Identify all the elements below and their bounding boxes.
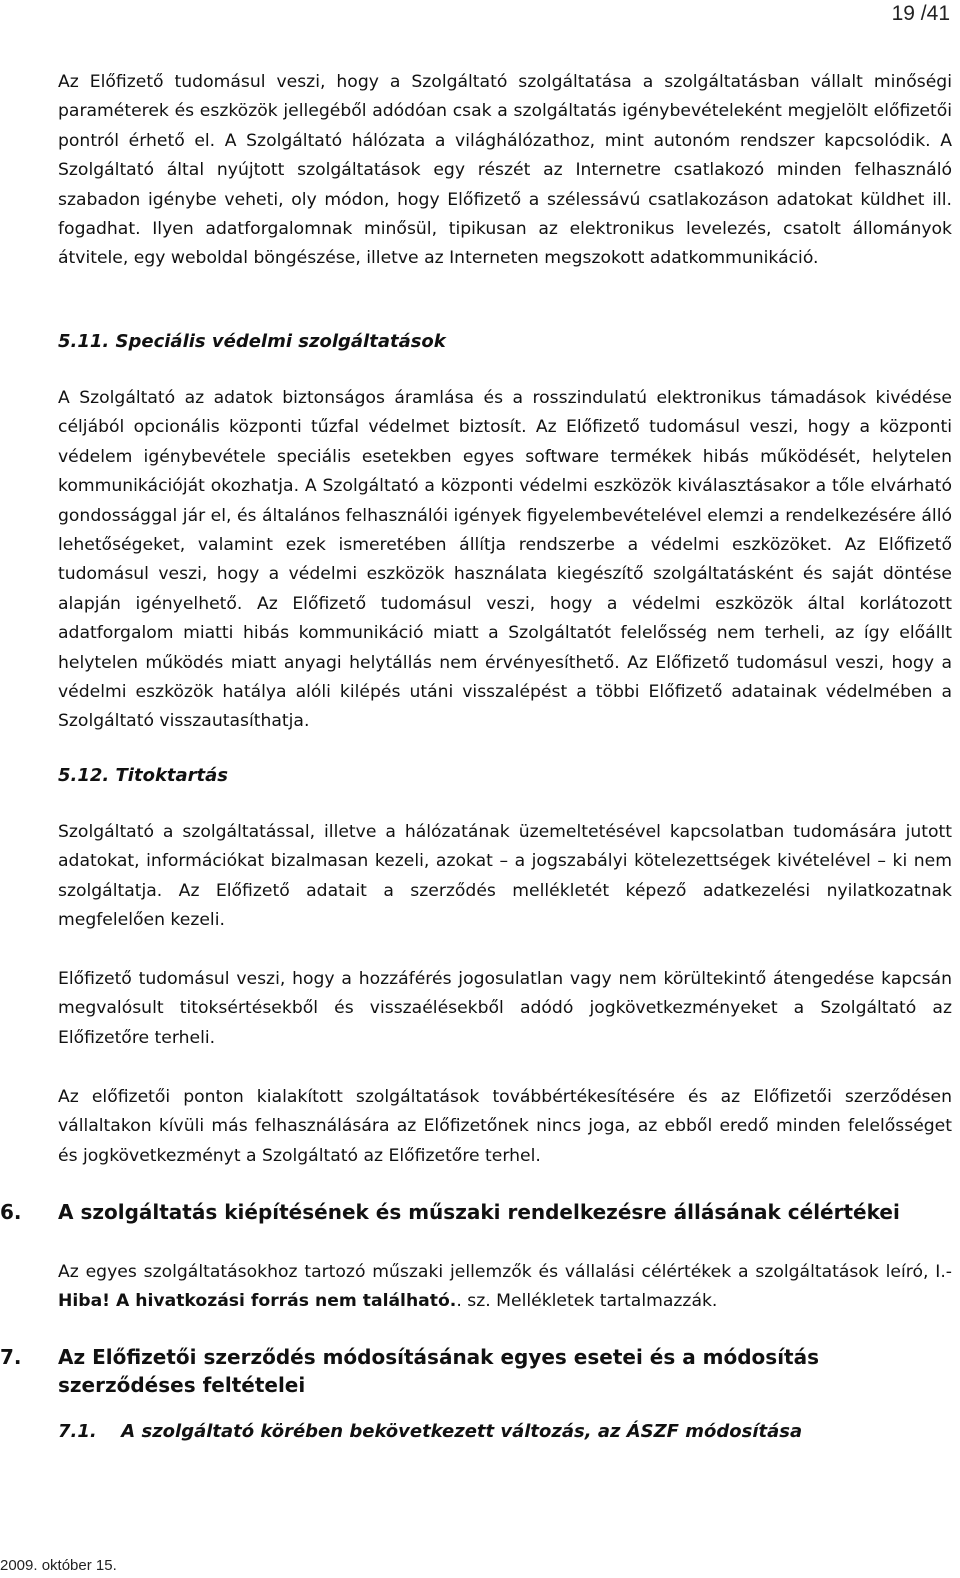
section-title: A szolgáltatás kiépítésének és műszaki rendelkezésre állásának célértékei — [58, 1200, 900, 1224]
section-5-11-paragraph: A Szolgáltató az adatok biztonságos áramlása és a rosszindulatú elektronikus támadások kivédése céljából opcionális központi tűzfal védelmet biztosít. Az Előfizető tudomásul veszi, hogy a központi védelem igénybevétele speciális esetekben egyes software termékek hibás működését, helytelen kommunikációját okozhatja. A Szolgáltató a központi védelmi eszközök kiválasztásakor a tőle elvárható gondossággal jár el, és általános felhasználói igények figyelembevételével elemzi a rendelkezésére álló lehetőségeket, valamint ezek ismeretében állítja rendszerbe a védelmi eszközöket. Az Előfizető tudomásul veszi, hogy a védelmi eszközök használata kiegészítő szolgáltatásként és saját döntése alapján igényelhető. Az Előfizető tudomásul veszi, hogy a védelmi eszközök által korlátozott adatforgalom miatti hibás kommunikáció miatt a Szolgáltatót felelősség nem terheli, az így előállt helytelen működés miatt anyagi helytállás nem érvényesíthető. Az Előfizető tudomásul veszi, hogy a védelmi eszközök hatálya alóli kilépés utáni visszalépést a többi Előfizető adatainak védelmében a Szolgáltató visszautasíthatja. — [58, 388, 952, 732]
section-5-12-paragraph-3: Az előfizetői ponton kialakított szolgáltatások továbbértékesítésére és az Előfizetői szerződésen vállaltakon kívüli más felhasználására az Előfizetőnek nincs joga, az ebből eredő minden felelősséget és jogkövetkezményt a Szolgáltató az Előfizetőre terhel. — [58, 1087, 952, 1166]
section-5-11-heading — [58, 331, 446, 352]
section-title: A szolgáltató körében bekövetkezett változás, az ÁSZF módosítása — [121, 1421, 803, 1442]
intro-paragraph: Az Előfizető tudomásul veszi, hogy a Szolgáltató szolgáltatása a szolgáltatásban vállalt minőségi paraméterek és eszközök jellegéből adódóan csak a szolgáltatás igénybevételeként megjelölt előfizetői pontról érhető el. A Szolgáltató hálózata a világhálózathoz, mint autonóm rendszer kapcsolódik. A Szolgáltató által nyújtott szolgáltatások egy részét az Internetre csatlakozó minden felhasználó szabadon igénybe veheti, oly módon, hogy Előfizető a szélessávú csatlakozáson adatokat küldhet ill. fogadhat. Ilyen adatforgalomnak minősül, tipikusan az elektronikus levelezés, csatolt állományok átvitele, egy weboldal böngészése, illetve az Interneten megszokott adatkommunikáció. — [58, 72, 952, 269]
section-5-12-paragraph-1: Szolgáltató a szolgáltatással, illetve a hálózatának üzemeltetésével kapcsolatban tudomására jutott adatokat, információkat bizalmasan kezeli, azokat – a jogszabályi kötelezettségek kivételével – ki nem szolgáltatja. Az Előfizető adatait a szerződés mellékletét képező adatkezelési nyilatkozatnak megfelelően kezeli. — [58, 822, 952, 931]
footer-date: 2009. október 15. — [0, 1557, 117, 1574]
section-title: Speciális védelmi szolgáltatások — [115, 331, 446, 352]
section-number: 7. — [0, 1345, 22, 1369]
section-number: 6. — [0, 1200, 22, 1224]
paragraph-text: Az egyes szolgáltatásokhoz tartozó műszaki jellemzők és vállalási célértékek a szolgáltatások leíró, I.- — [58, 1262, 952, 1282]
section-number: 5.12. — [58, 765, 110, 786]
paragraph-text: . sz. Mellékletek tartalmazzák. — [456, 1291, 718, 1312]
section-title: Titoktartás — [115, 765, 229, 786]
section-6-paragraph — [58, 1258, 952, 1317]
section-5-12-paragraph-2: Előfizető tudomásul veszi, hogy a hozzáférés jogosulatlan vagy nem körültekintő átengedése kapcsán megvalósult titoksértésekből és visszaélésekből adódó jogkövetkezményeket a Szolgáltató az Előfizetőre terheli. — [58, 969, 952, 1048]
section-number: 5.11. — [58, 331, 110, 352]
section-6-heading — [0, 1198, 952, 1226]
section-5-12-heading — [58, 765, 228, 786]
page-number: 19 /41 — [891, 2, 950, 25]
section-number: 7.1. — [58, 1421, 97, 1442]
section-7-1-heading — [58, 1421, 802, 1442]
reference-error-text: Hiba! A hivatkozási forrás nem található. — [58, 1291, 457, 1312]
section-7-heading — [0, 1343, 952, 1399]
section-title: Az Előfizetői szerződés módosításának egyes esetei és a módosítás szerződéses feltételei — [58, 1345, 820, 1397]
